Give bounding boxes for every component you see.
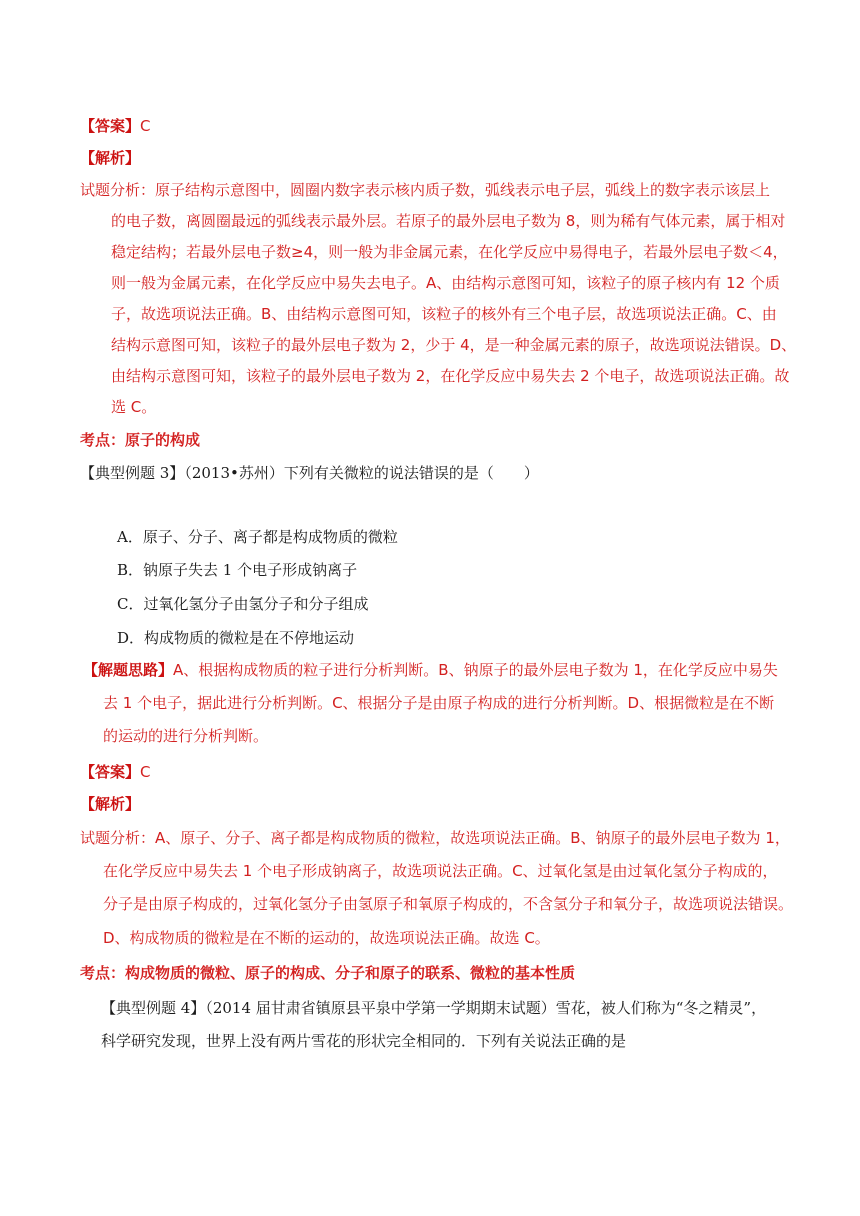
answer-tag: 【答案】 [80, 117, 141, 135]
thinking-line [83, 660, 778, 680]
analysis-tag: 【解析】 [80, 795, 141, 813]
question-text-line: 科学研究发现，世界上没有两片雪花的形状完全相同的．下列有关说法正确的是 [101, 1032, 627, 1050]
thinking-tag: 【解题思路】 [83, 661, 174, 679]
question-tag: 【典型例题 3】 [80, 464, 185, 482]
analysis-line: 分子是由原子构成的，过氧化氢分子由氢原子和氧原子构成的，不含氢分子和氧分子，故选项说法错误。 [103, 895, 794, 913]
analysis-line: 结构示意图可知，该粒子的最外层电子数为 2，少于 4，是一种金属元素的原子，故选项说法错误。D、 [111, 336, 797, 354]
option-c: C．过氧化氢分子由氢分子和分子组成 [117, 595, 369, 613]
question-text: （2014 届甘肃省镇原县平泉中学第一学期期末试题）雪花，被人们称为“冬之精灵”， [205, 999, 767, 1017]
analysis-line: 稳定结构；若最外层电子数≥4，则一般为非金属元素，在化学反应中易得电子，若最外层电子数＜4， [111, 243, 788, 261]
option-d: D．构成物质的微粒是在不停地运动 [117, 629, 355, 647]
option-a: A．原子、分子、离子都是构成物质的微粒 [117, 528, 398, 546]
analysis-line: 试题分析：A、原子、分子、离子都是构成物质的微粒，故选项说法正确。B、钠原子的最外层电子数为 1， [80, 829, 790, 847]
analysis-line: 的电子数，离圆圈最远的弧线表示最外层。若原子的最外层电子数为 8，则为稀有气体元素，属于相对 [111, 212, 786, 230]
thinking-text: A、根据构成物质的粒子进行分析判断。B、钠原子的最外层电子数为 1，在化学反应中易失 [173, 661, 778, 679]
question-4-stem [101, 998, 766, 1018]
kaodian: 考点：构成物质的微粒、原子的构成、分子和原子的联系、微粒的基本性质 [80, 964, 576, 982]
analysis-line: 试题分析：原子结构示意图中，圆圈内数字表示核内质子数，弧线表示电子层，弧线上的数字表示该层上 [80, 181, 771, 199]
answer-tag: 【答案】 [80, 763, 141, 781]
question-text: （2013•苏州）下列有关微粒的说法错误的是（ ） [184, 464, 539, 482]
question-tag: 【典型例题 4】 [101, 999, 206, 1017]
answer-value: C [140, 117, 151, 135]
analysis-line: 在化学反应中易失去 1 个电子形成钠离子，故选项说法正确。C、过氧化氢是由过氧化氢分子构成的， [103, 862, 778, 880]
thinking-line: 去 1 个电子，据此进行分析判断。C、根据分子是由原子构成的进行分析判断。D、根据微粒是在不断 [103, 694, 775, 712]
analysis-line: 选 C。 [111, 398, 157, 416]
analysis-tag: 【解析】 [80, 149, 141, 167]
thinking-line: 的运动的进行分析判断。 [103, 727, 269, 745]
analysis-line: 子，故选项说法正确。B、由结构示意图可知，该粒子的核外有三个电子层，故选项说法正确。C、由 [111, 305, 777, 323]
analysis-line: 由结构示意图可知，该粒子的最外层电子数为 2，在化学反应中易失去 2 个电子，故选项说法正确。故 [111, 367, 790, 385]
answer-value: C [140, 763, 151, 781]
answer-line [80, 116, 151, 136]
question-3-stem [80, 463, 539, 483]
kaodian: 考点：原子的构成 [80, 431, 201, 449]
analysis-line: 则一般为金属元素，在化学反应中易失去电子。A、由结构示意图可知，该粒子的原子核内有 12 个质 [111, 274, 780, 292]
option-b: B．钠原子失去 1 个电子形成钠离子 [117, 561, 358, 579]
analysis-line: D、构成物质的微粒是在不断的运动的，故选项说法正确。故选 C。 [103, 929, 550, 947]
answer-line [80, 762, 151, 782]
